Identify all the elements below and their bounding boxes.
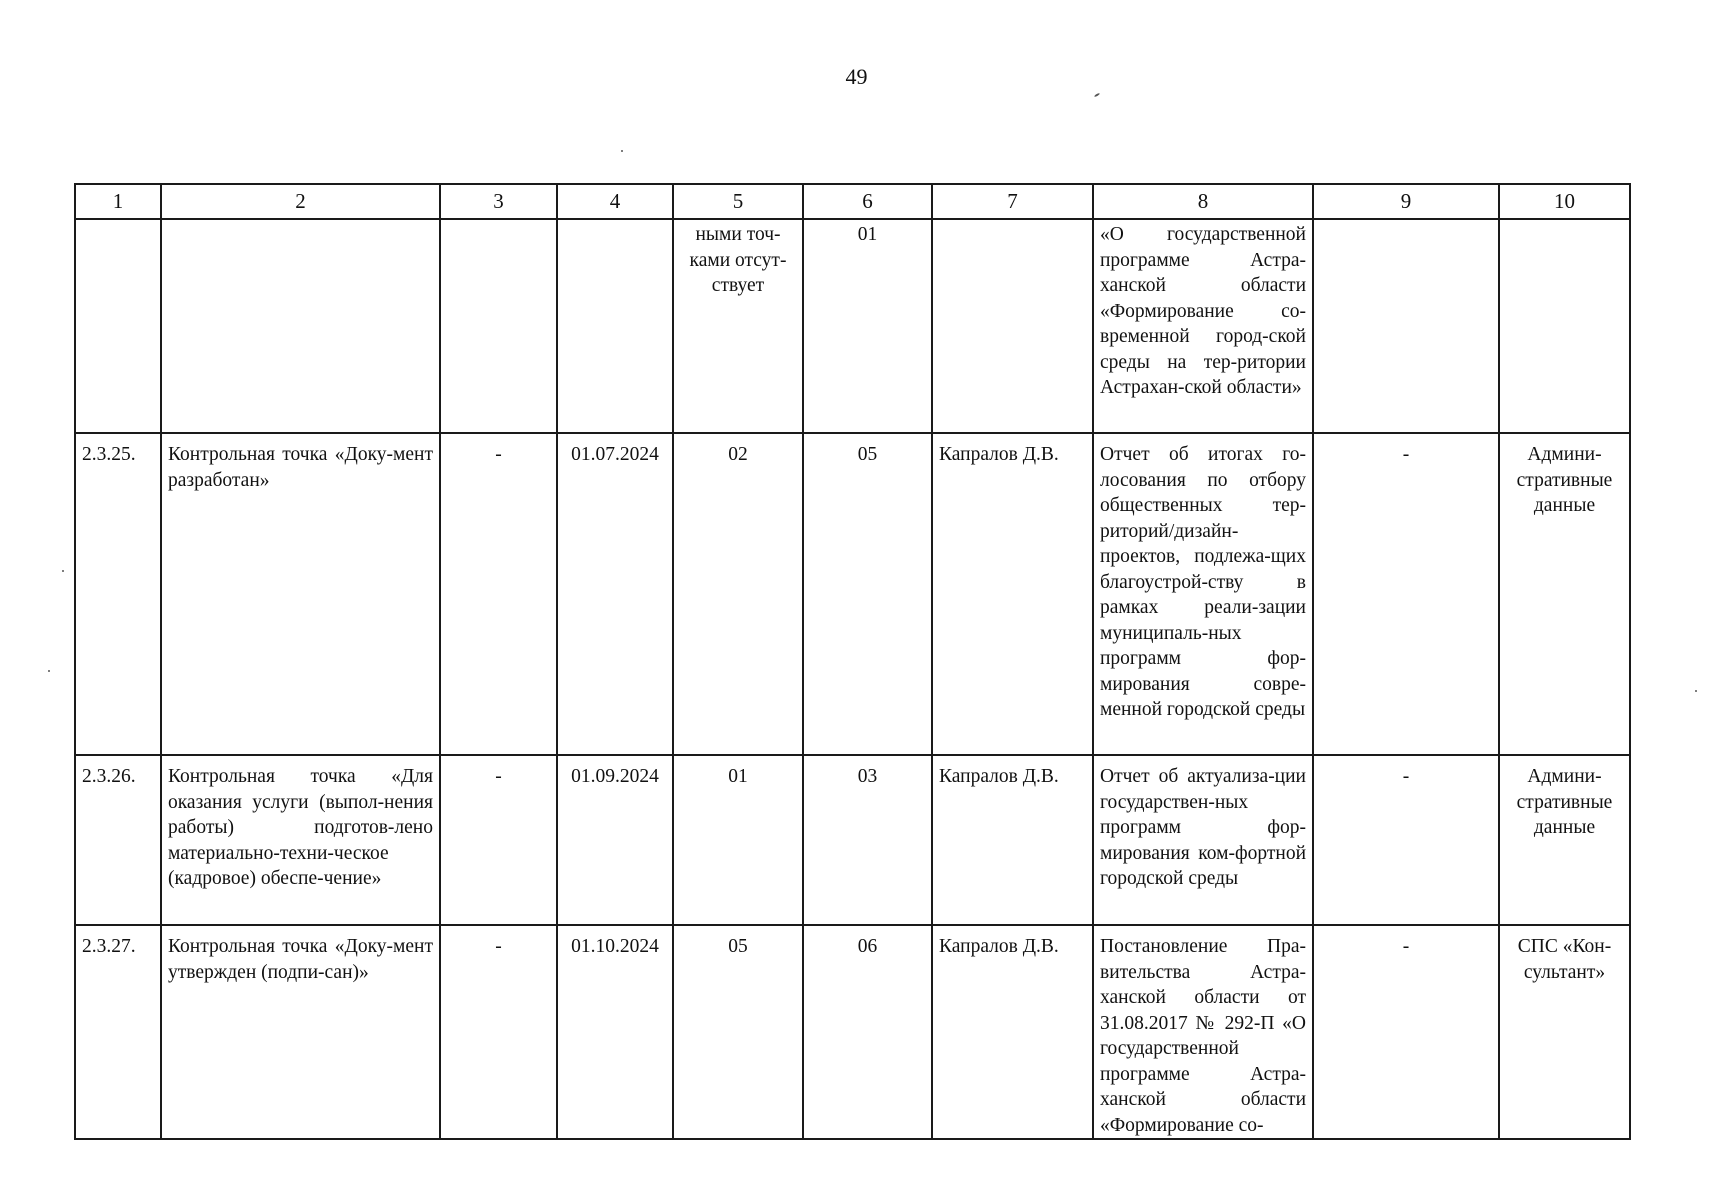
cell-col3: - <box>440 755 557 925</box>
cell-col9: - <box>1313 925 1499 1139</box>
event-name: Контрольная точка «Доку-мент утвержден (подпи-сан)» <box>161 925 440 1139</box>
cell-col3 <box>440 219 557 433</box>
document-cell: «О государственной программе Астра-ханской области «Формирование со-временной город-ской среды на тер-ритории Астрахан-ской области» <box>1093 219 1313 433</box>
responsible-cell: Капралов Д.В. <box>932 925 1093 1139</box>
header-cell: 8 <box>1093 184 1313 219</box>
cell-col9 <box>1313 219 1499 433</box>
cell-col5: 05 <box>673 925 803 1139</box>
cell-col9: - <box>1313 755 1499 925</box>
header-row <box>75 184 1630 219</box>
responsible-cell <box>932 219 1093 433</box>
table-row <box>75 219 1630 433</box>
cell-col6: 01 <box>803 219 932 433</box>
date-cell <box>557 219 673 433</box>
responsible-cell: Капралов Д.В. <box>932 755 1093 925</box>
header-cell: 10 <box>1499 184 1630 219</box>
header-cell: 4 <box>557 184 673 219</box>
scan-speck <box>621 150 623 152</box>
cell-col3: - <box>440 925 557 1139</box>
cell-col6: 03 <box>803 755 932 925</box>
source-cell <box>1499 219 1630 433</box>
cell-col6: 05 <box>803 433 932 755</box>
header-cell: 1 <box>75 184 161 219</box>
header-cell: 7 <box>932 184 1093 219</box>
cell-col3: - <box>440 433 557 755</box>
table-row <box>75 433 1630 755</box>
event-name <box>161 219 440 433</box>
document-cell: Отчет об итогах го-лосования по отбору общественных тер-риторий/дизайн-проектов, подлежа-щих благоустрой-ству в рамках реали-зации муниципаль-ных программ фор-мирования совре-менной городской среды <box>1093 433 1313 755</box>
header-cell: 5 <box>673 184 803 219</box>
scan-speck <box>48 670 50 672</box>
page-number: 49 <box>845 64 868 89</box>
responsible-cell: Капралов Д.В. <box>932 433 1093 755</box>
row-number: 2.3.27. <box>75 925 161 1139</box>
scan-speck <box>1695 690 1697 692</box>
source-cell: Админи-стративные данные <box>1499 755 1630 925</box>
header-cell: 9 <box>1313 184 1499 219</box>
header-cell: 6 <box>803 184 932 219</box>
document-cell: Постановление Пра-вительства Астра-ханской области от 31.08.2017 № 292-П «О государственной программе Астра-ханской области «Формирование со- <box>1093 925 1313 1139</box>
cell-col6: 06 <box>803 925 932 1139</box>
cell-col5: 01 <box>673 755 803 925</box>
scan-speck <box>62 570 64 572</box>
event-name: Контрольная точка «Для оказания услуги (выпол-нения работы) подготов-лено материально-техни-ческое (кадровое) обеспе-чение» <box>161 755 440 925</box>
row-number: 2.3.25. <box>75 433 161 755</box>
cell-col5: ными точ-ками отсут-ствует <box>673 219 803 433</box>
scan-speck <box>1094 93 1100 98</box>
plan-table <box>74 183 1631 1140</box>
source-cell: СПС «Кон-сультант» <box>1499 925 1630 1139</box>
source-cell: Админи-стративные данные <box>1499 433 1630 755</box>
date-cell: 01.07.2024 <box>557 433 673 755</box>
table-row <box>75 755 1630 925</box>
document-cell: Отчет об актуализа-ции государствен-ных программ фор-мирования ком-фортной городской среды <box>1093 755 1313 925</box>
date-cell: 01.09.2024 <box>557 755 673 925</box>
row-number <box>75 219 161 433</box>
event-name: Контрольная точка «Доку-мент разработан» <box>161 433 440 755</box>
cell-col5: 02 <box>673 433 803 755</box>
date-cell: 01.10.2024 <box>557 925 673 1139</box>
table-row <box>75 925 1630 1139</box>
header-cell: 3 <box>440 184 557 219</box>
header-cell: 2 <box>161 184 440 219</box>
cell-col9: - <box>1313 433 1499 755</box>
row-number: 2.3.26. <box>75 755 161 925</box>
